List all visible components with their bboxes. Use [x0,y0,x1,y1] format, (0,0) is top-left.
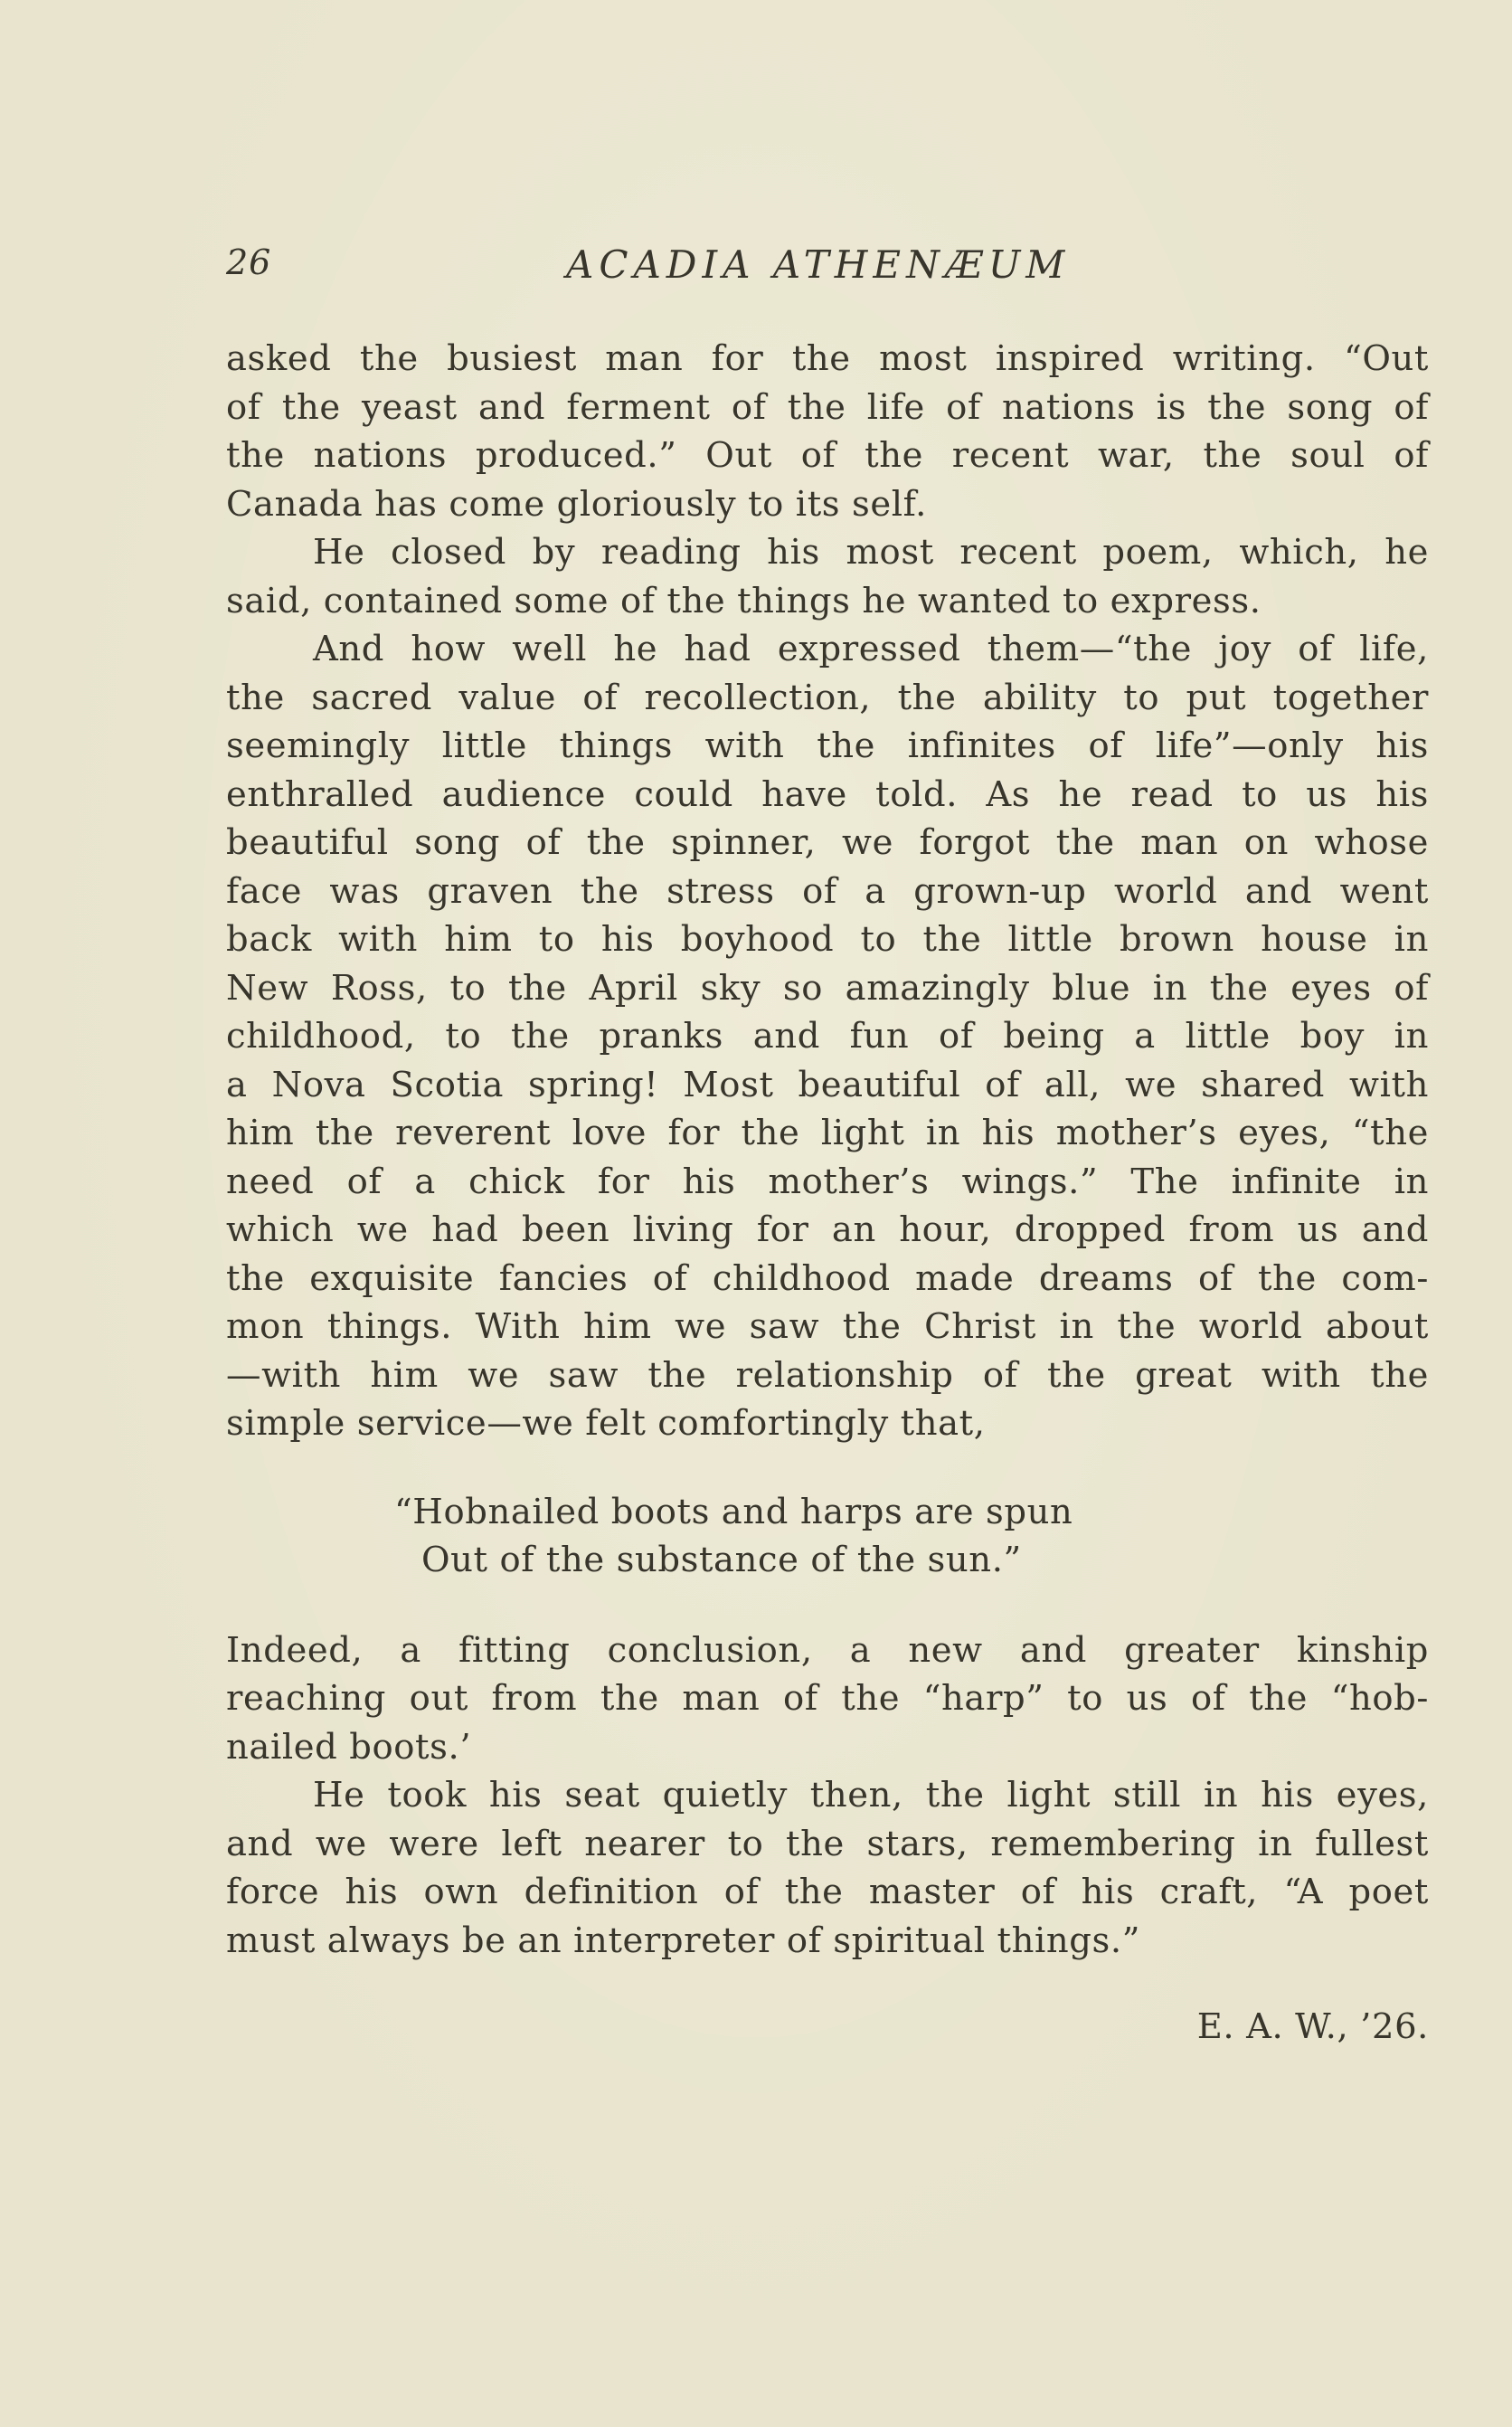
text-line: Canada has come gloriously to its self. [226,483,927,525]
text-line: nailed boots.’ [226,1726,472,1768]
text-line: childhood, to the pranks and fun of being a little boy in [226,1016,1429,1057]
text-line: enthralled audience could have told. As he read to us his [226,773,1429,815]
text-line: back with him to his boyhood to the little brown house in [226,919,1429,960]
text-line: He closed by reading his most recent poem, which, he [313,532,1429,573]
text-line: force his own definition of the master of his craft, “A poet [226,1872,1429,1912]
text-line: a Nova Scotia spring! Most beautiful of all, we shared with [226,1064,1429,1105]
page-header [226,242,1429,297]
author-signature: E. A. W., ’26. [1196,2006,1429,2047]
text-line: the nations produced.” Out of the recent war, the soul of [226,435,1429,476]
text-line: New Ross, to the April sky so amazingly blue in the eyes of [226,967,1429,1009]
verse-line: “Hobnailed boots and harps are spun [394,1491,1073,1532]
paragraph [226,335,1429,528]
running-title: ACADIA ATHENÆUM [566,242,1071,287]
paragraph [226,1626,1429,1772]
text-line: And how well he had expressed them—“the joy of life, [313,629,1429,669]
text-line: and we were left nearer to the stars, remembering in fullest [226,1823,1429,1864]
text-line: asked the busiest man for the most inspired writing. “Out [226,338,1429,379]
text-line: mon things. With him we saw the Christ in the world about [226,1306,1429,1347]
text-line: said, contained some of the things he wanted to express. [226,580,1262,621]
paragraph [226,625,1429,1448]
article-body [226,335,1429,1965]
paragraph [226,1771,1429,1965]
text-line: which we had been living for an hour, dropped from us and [226,1209,1429,1250]
text-line: —with him we saw the relationship of the great with the [226,1354,1429,1396]
text-line: He took his seat quietly then, the light still in his eyes, [313,1775,1429,1816]
text-line: beautiful song of the spinner, we forgot the man on whose [226,822,1429,863]
text-line: seemingly little things with the infinites of life”—only his [226,725,1429,766]
text-line: reaching out from the man of the “harp” to us of the “hob- [226,1678,1429,1719]
text-line: the exquisite fancies of childhood made dreams of the com- [226,1257,1429,1299]
text-line: need of a chick for his mother’s wings.” The infinite in [226,1161,1429,1202]
text-line: of the yeast and ferment of the life of nations is the song of [226,386,1429,428]
verse-line: Out of the substance of the sun.” [421,1540,1022,1580]
text-line: him the reverent love for the light in his mother’s eyes, “the [226,1113,1429,1153]
paragraph [226,528,1429,625]
text-line: must always be an interpreter of spiritual things.” [226,1920,1141,1961]
verse-quote [226,1488,1429,1585]
page-number: 26 [226,242,272,282]
text-line: simple service—we felt comfortingly that, [226,1403,986,1444]
text-line: Indeed, a fitting conclusion, a new and greater kinship [226,1629,1429,1671]
text-line: the sacred value of recollection, the ability to put together [226,677,1429,718]
text-line: face was graven the stress of a grown-up world and went [226,870,1429,912]
